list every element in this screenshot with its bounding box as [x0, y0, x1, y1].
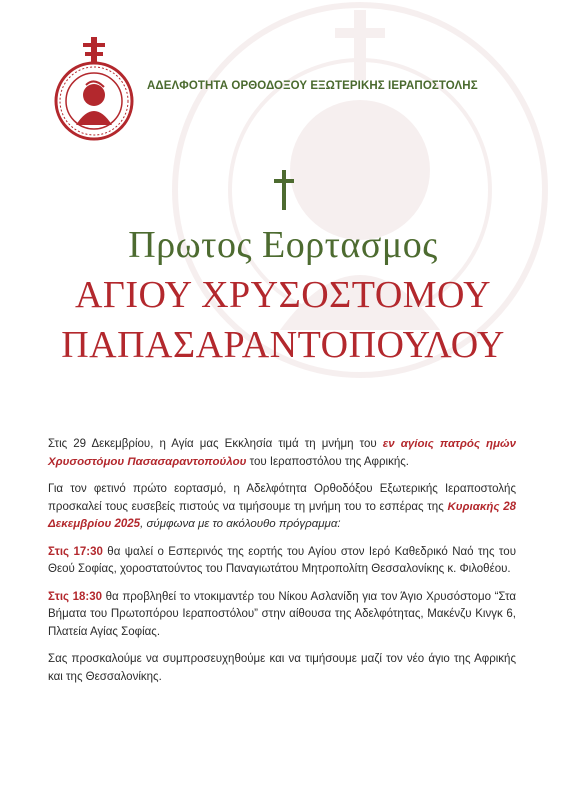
brotherhood-seal-logo [52, 35, 136, 143]
event-date: Κυριακής 28 Δεκεμβρίου 2025 [48, 500, 516, 530]
paragraph-invitation: Για τον φετινό πρώτο εορτασμό, η Αδελφότητα Ορθοδόξου Εξωτερικής Ιεραποστολής προσκαλεί τους ευσεβείς πιστούς να τιμήσουμε τη μνήμη του το εσπέρας της Κυριακής 28 Δεκεμβρίου 2025, σύμφωνα με το ακόλουθο πρόγραμμα: [48, 483, 516, 530]
paragraph-vespers: Στις 17:30 θα ψαλεί ο Εσπερινός της εορτής του Αγίου στον Ιερό Καθεδρικό Ναό της του Θεού Σοφίας, χοροστατούντος του Παναγιωτάτου Μητροπολίτη Θεσσαλονίκης κ. Φιλοθέου. [48, 545, 516, 575]
title-line-2: ΑΓΙΟΥ ΧΡΥΣΟΣΤΟΜΟΥ [74, 274, 492, 316]
title-line-3: ΠΑΠΑΣΑΡΑΝΤΟΠΟΥΛΟΥ [61, 324, 505, 366]
paragraph-feast-intro: Στις 29 Δεκεμβρίου, η Αγία μας Εκκλησία τιμά τη μνήμη του εν αγίοις πατρός ημών Χρυσοστόμου Πασασαραντοπούλου του Ιεραποστόλου της Αφρικής. [48, 438, 517, 468]
paragraph-closing: Σας προσκαλούμε να συμπροσευχηθούμε και να τιμήσουμε μαζί τον νέο άγιο της Αφρικής και της Θεσσαλονίκης. [48, 653, 516, 683]
vespers-time: Στις 17:30 [48, 545, 103, 558]
saint-name: εν αγίοις πατρός ημών Χρυσοστόμου Πασασαραντοπούλου [48, 438, 517, 468]
orthodox-cross-icon [272, 170, 296, 210]
invitation-body [48, 436, 516, 696]
organization-name: ΑΔΕΛΦΟΤΗΤΑ ΟΡΘΟΔΟΞΟΥ ΕΞΩΤΕΡΙΚΗΣ ΙΕΡΑΠΟΣΤΟΛΗΣ [147, 80, 478, 92]
title-line-1: Πρωτος Εορτασμος [128, 224, 438, 266]
paragraph-documentary: Στις 18:30 θα προβληθεί το ντοκιμαντέρ του Νίκου Ασλανίδη για τον Άγιο Χρυσόστομο “Στα Βήματα του Πρωτοπόρου Ιεραποστόλου” στην αίθουσα της Αδελφότητας, Μακένζυ Κινγκ 6, Πλατεία Αγίας Σοφίας. [48, 590, 517, 638]
documentary-time: Στις 18:30 [48, 590, 103, 603]
